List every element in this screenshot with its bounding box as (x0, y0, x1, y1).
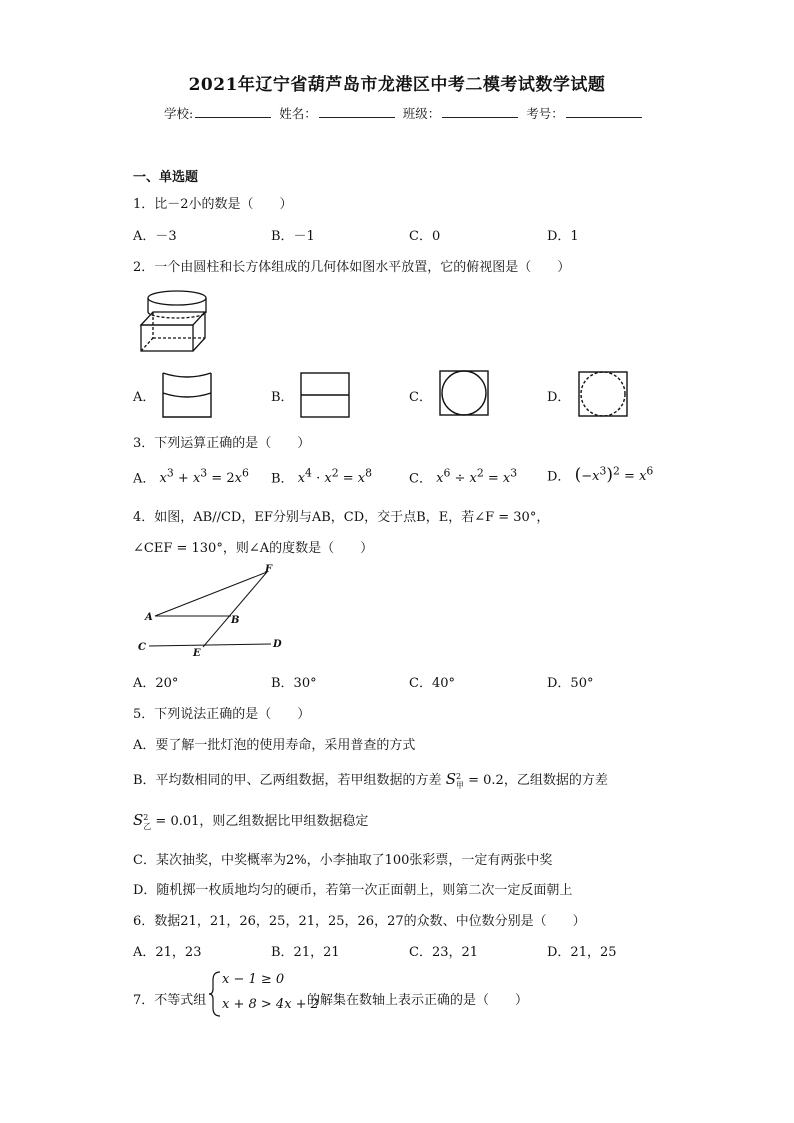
q3-option-a-formula: $x^3 + x^3 = 2x^6$ (159, 467, 249, 487)
q2-solid-figure (133, 288, 213, 356)
q5-option-a[interactable]: A．要了解一批灯泡的使用寿命，采用普查的方式 (133, 738, 416, 753)
q7-brace (208, 970, 222, 1018)
q5-option-b-line1[interactable] (133, 769, 608, 790)
q6-option-c[interactable]: C．23，21 (409, 945, 479, 960)
q4-label-a: A (145, 612, 153, 623)
q5-variance-yi: S2 乙 (133, 811, 152, 831)
question-4-stem-line2: ∠CEF = 130°，则∠A的度数是（ ） (133, 541, 374, 556)
q2-option-d[interactable]: D． (547, 390, 571, 405)
question-7-suffix: 的解集在数轴上表示正确的是（ ） (307, 993, 529, 1008)
q4-label-b: B (231, 615, 240, 626)
q7-inequality-1: x − 1 ≥ 0 (222, 972, 285, 987)
school-blank[interactable] (195, 105, 271, 118)
q2-option-c[interactable]: C． (409, 390, 432, 405)
school-label: 学校: (164, 106, 194, 121)
q5-variance-jia: S2 甲 (445, 770, 464, 790)
q4-label-c: C (138, 642, 146, 653)
question-5-stem: 5．下列说法正确的是（ ） (133, 707, 311, 722)
q2-option-b-figure (299, 371, 351, 419)
q1-option-c[interactable]: C．0 (409, 229, 441, 244)
q4-option-d[interactable]: D．50° (547, 676, 594, 691)
name-label: 姓名： (279, 106, 317, 121)
q3-option-c[interactable] (409, 467, 517, 486)
q6-option-b[interactable]: B．21，21 (271, 945, 340, 960)
q3-option-a[interactable] (133, 467, 249, 486)
q3-option-c-label: C． (409, 471, 432, 487)
q6-option-d[interactable]: D．21，25 (547, 945, 617, 960)
q1-option-d[interactable]: D．1 (547, 229, 579, 244)
q2-option-d-figure (577, 370, 629, 418)
section-heading: 一、单选题 (133, 170, 199, 185)
q3-option-d-formula: $(-x^3)^2 = x^6$ (574, 465, 654, 486)
page-title: 2021年辽宁省葫芦岛市龙港区中考二模考试数学试题 (188, 75, 606, 95)
q4-label-d: D (273, 639, 282, 650)
q4-label-e: E (193, 648, 201, 659)
question-7-prefix: 7．不等式组 (133, 993, 207, 1008)
student-info-line (164, 104, 646, 122)
q3-option-d-label: D． (547, 469, 571, 485)
q4-option-a[interactable]: A．20° (133, 676, 179, 691)
q5-option-b-text: B．平均数相同的甲、乙两组数据，若甲组数据的方差 (133, 773, 442, 788)
q5-option-d[interactable]: D．随机掷一枚质地均匀的硬币，若第一次正面朝上，则第二次一定反面朝上 (133, 883, 573, 898)
q4-geometry-figure (133, 564, 293, 660)
q4-option-c[interactable]: C．40° (409, 676, 455, 691)
q4-option-b[interactable]: B．30° (271, 676, 317, 691)
q4-label-f: F (265, 564, 273, 575)
question-4-stem-line1: 4．如图，AB//CD，EF分别与AB，CD，交于点B，E，若∠F = 30°， (133, 510, 550, 525)
q5-option-b-line2[interactable] (133, 810, 368, 831)
name-blank[interactable] (319, 105, 395, 118)
q3-option-c-formula: $x^6 \div x^2 = x^3$ (436, 467, 518, 487)
q3-option-b-label: B． (271, 471, 294, 487)
question-1-stem: 1．比－2小的数是（ ） (133, 197, 293, 212)
exam-no-label: 考号： (526, 106, 564, 121)
q2-option-a[interactable]: A． (133, 390, 156, 405)
q3-option-a-label: A． (133, 471, 156, 487)
class-label: 班级： (402, 106, 441, 121)
question-6-stem: 6．数据21，21，26，25，21，25，26，27的众数、中位数分别是（ ） (133, 914, 586, 929)
question-3-stem: 3．下列运算正确的是（ ） (133, 436, 311, 451)
question-2-stem: 2．一个由圆柱和长方体组成的几何体如图水平放置，它的俯视图是（ ） (133, 260, 571, 275)
q5-option-b-eq1: = 0.2，乙组数据的方差 (468, 773, 608, 788)
q2-option-c-figure (438, 369, 490, 417)
q3-option-b[interactable] (271, 467, 372, 486)
exam-no-blank[interactable] (566, 105, 642, 118)
q6-option-a[interactable]: A．21，23 (133, 945, 202, 960)
q5-option-c[interactable]: C．某次抽奖，中奖概率为2%，小李抽取了100张彩票，一定有两张中奖 (133, 853, 553, 868)
class-blank[interactable] (442, 105, 518, 118)
q1-option-a[interactable]: A．－3 (133, 229, 177, 244)
q5-option-b-eq2: = 0.01，则乙组数据比甲组数据稳定 (155, 814, 369, 829)
q2-option-b[interactable]: B． (271, 390, 294, 405)
q1-option-b[interactable]: B．－1 (271, 229, 315, 244)
q3-option-b-formula: $x^4 \cdot x^2 = x^8$ (297, 467, 372, 487)
q2-option-a-figure (161, 371, 213, 419)
q7-inequality-2: x + 8 > 4x + 2 (222, 997, 319, 1012)
q3-option-d[interactable] (547, 465, 653, 485)
